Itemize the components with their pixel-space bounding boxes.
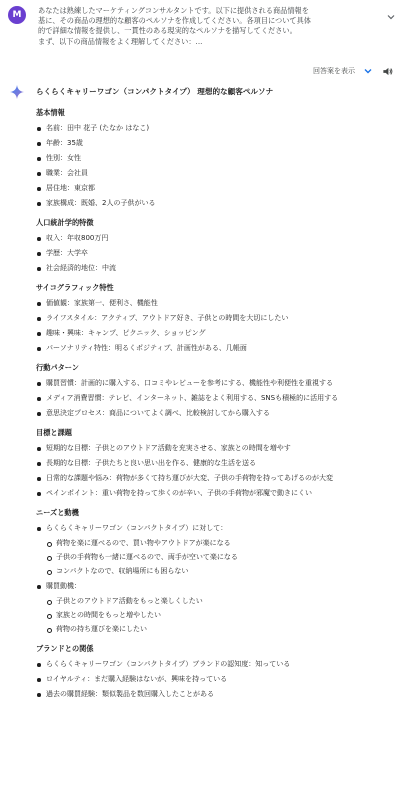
response-body xyxy=(36,86,398,708)
list-item: 日常的な課題や悩み：荷物が多くて持ち運びが大変、子供の手荷物を持ってあげるのが大変 xyxy=(36,473,398,484)
chevron-down-icon[interactable] xyxy=(362,65,374,77)
section-brand xyxy=(36,643,398,700)
section-heading: 行動パターン xyxy=(36,363,79,372)
section-basic-info xyxy=(36,107,398,209)
list-item: ロイヤルティ：まだ購入経験はないが、興味を持っている xyxy=(36,674,398,685)
section-heading: ニーズと動機 xyxy=(36,508,79,517)
list-item: ペインポイント：重い荷物を持って歩くのが辛い、子供の手荷物が邪魔で動きにくい xyxy=(36,488,398,499)
section-demographics xyxy=(36,217,398,274)
list-item: らくらくキャリーワゴン（コンパクトタイプ）ブランドの認知度：知っている xyxy=(36,659,398,670)
sub-list-item: 荷物を楽に運べるので、買い物やアウトドアが楽になる xyxy=(46,538,398,549)
sub-list-item: 子供の手荷物も一緒に運べるので、両手が空いて楽になる xyxy=(46,552,398,563)
prompt-line: まず、以下の商品情報をよく理解してください：... xyxy=(38,36,203,46)
sub-list-item: 子供とのアウトドア活動をもっと楽しくしたい xyxy=(46,596,398,607)
list-item xyxy=(36,523,398,577)
list-item: ライフスタイル：アクティブ、アウトドア好き、子供との時間を大切にしたい xyxy=(36,313,398,324)
speaker-icon[interactable] xyxy=(381,65,393,77)
gemini-sparkle-icon xyxy=(10,84,24,98)
section-heading: 人口統計学的特徴 xyxy=(36,218,94,227)
prompt-text xyxy=(38,6,380,47)
list-item: 名前：田中 花子 (たなか はなこ) xyxy=(36,123,398,134)
response-title: らくらくキャリーワゴン（コンパクトタイプ） 理想的な顧客ペルソナ xyxy=(36,87,274,96)
list-item: 趣味・興味：キャンプ、ピクニック、ショッピング xyxy=(36,328,398,339)
section-heading: 目標と課題 xyxy=(36,428,72,437)
user-prompt xyxy=(8,6,403,62)
user-avatar: M xyxy=(8,6,26,24)
list-item: 社会経済的地位：中流 xyxy=(36,263,398,274)
list-item: 短期的な目標：子供とのアウトドア活動を充実させる、家族との時間を増やす xyxy=(36,443,398,454)
section-heading: 基本情報 xyxy=(36,108,65,117)
list-item: 家族構成：既婚、2人の子供がいる xyxy=(36,198,398,209)
list-item: 長期的な目標：子供たちと良い思い出を作る、健康的な生活を送る xyxy=(36,458,398,469)
section-behavior xyxy=(36,362,398,419)
list-item: パーソナリティ特性：明るくポジティブ、計画性がある、几帳面 xyxy=(36,343,398,354)
list-item: 職業：会社員 xyxy=(36,168,398,179)
response-toolbar xyxy=(313,64,393,78)
list-item: 年齢：35歳 xyxy=(36,138,398,149)
section-heading: ブランドとの関係 xyxy=(36,644,94,653)
list-item: メディア消費習慣：テレビ、インターネット、雑誌をよく利用する、SNSも積極的に活用する xyxy=(36,393,398,404)
list-item: 収入：年収800万円 xyxy=(36,233,398,244)
list-item: 意思決定プロセス：商品についてよく調べ、比較検討してから購入する xyxy=(36,408,398,419)
section-heading: サイコグラフィック特性 xyxy=(36,283,114,292)
prompt-line: 的で詳細な情報を提供し、一貫性のある現実的なペルソナを描写してください。 xyxy=(38,26,297,36)
prompt-line: 基に、その商品の理想的な顧客のペルソナを作成してください。各項目について具体 xyxy=(38,16,311,26)
section-psychographics xyxy=(36,282,398,354)
list-item: 購買習慣：計画的に購入する、口コミやレビューを参考にする、機能性や利便性を重視する xyxy=(36,378,398,389)
list-item: 価値観：家族第一、便利さ、機能性 xyxy=(36,298,398,309)
sub-list-item: コンパクトなので、収納場所にも困らない xyxy=(46,566,398,577)
list-item: 学歴：大学卒 xyxy=(36,248,398,259)
list-item: 居住地：東京都 xyxy=(36,183,398,194)
sub-list-item: 家族との時間をもっと増やしたい xyxy=(46,610,398,621)
list-item-text: らくらくキャリーワゴン（コンパクトタイプ）に対して： xyxy=(46,524,228,532)
show-drafts-button[interactable]: 回答案を表示 xyxy=(313,67,355,75)
list-item: 性別：女性 xyxy=(36,153,398,164)
sub-list-item: 荷物の持ち運びを楽にしたい xyxy=(46,624,398,635)
list-item xyxy=(36,581,398,635)
list-item: 過去の購買経験：類似製品を数回購入したことがある xyxy=(36,689,398,700)
list-item-text: 購買動機： xyxy=(46,582,81,590)
prompt-line: あなたは熟練したマーケティングコンサルタントです。以下に提供される商品情報を xyxy=(38,6,309,15)
expand-chevron-icon[interactable] xyxy=(385,8,397,20)
section-needs xyxy=(36,507,398,635)
section-goals xyxy=(36,427,398,499)
